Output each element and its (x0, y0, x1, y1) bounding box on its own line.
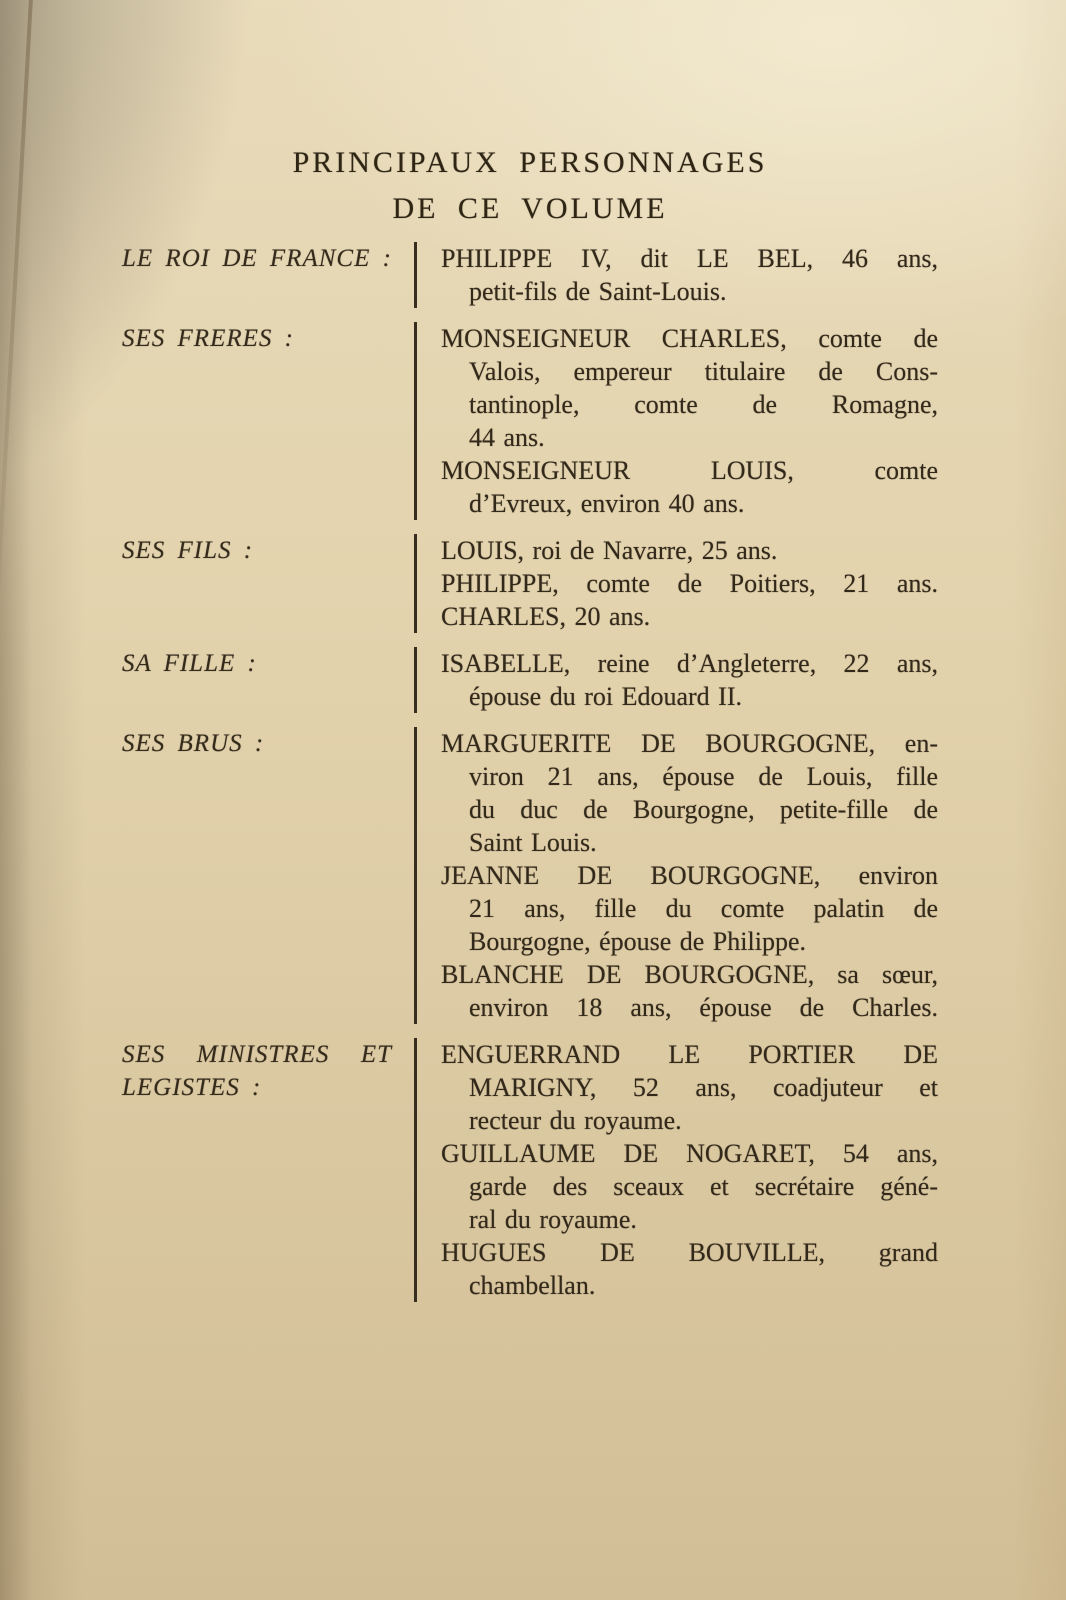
section-entries (414, 322, 938, 520)
entry-line: ISABELLE, reine d’Angleterre, 22 ans, (441, 649, 938, 678)
cast-section-freres (122, 322, 938, 520)
entry-line: 21 ans, fille du comte palatin de (469, 894, 938, 923)
entry-line: MARGUERITE DE BOURGOGNE, en- (441, 729, 938, 758)
section-label (122, 647, 414, 713)
section-label (122, 242, 414, 308)
title-line-2: DE CE VOLUME (392, 192, 668, 225)
section-label (122, 534, 414, 633)
entry-line: petit-fils de Saint-Louis. (469, 277, 727, 306)
cast-section-fille (122, 647, 938, 713)
section-entries (414, 1038, 938, 1302)
entry-line: tantinople, comte de Romagne, (469, 390, 938, 419)
section-label (122, 727, 414, 1024)
section-label (122, 322, 414, 520)
entry-line: LOUIS, roi de Navarre, 25 ans. (441, 536, 778, 565)
entry-line: ENGUERRAND LE PORTIER DE (441, 1040, 938, 1069)
section-label-line: SES FRERES : (122, 325, 294, 352)
entry-line: GUILLAUME DE NOGARET, 54 ans, (441, 1139, 938, 1168)
entry-line: chambellan. (469, 1271, 596, 1300)
entry-line: MARIGNY, 52 ans, coadjuteur et (469, 1073, 938, 1102)
section-label (122, 1038, 414, 1302)
cast-section-brus (122, 727, 938, 1024)
page-crease (0, 0, 34, 739)
entry-line: MONSEIGNEUR CHARLES, comte de (441, 324, 938, 353)
entry-line: BLANCHE DE BOURGOGNE, sa sœur, (441, 960, 938, 989)
entry-line: épouse du roi Edouard II. (469, 682, 742, 711)
entry-line: recteur du royaume. (469, 1106, 682, 1135)
section-label-line: SA FILLE : (122, 650, 257, 677)
entry-line: 44 ans. (469, 423, 545, 452)
entry-line: CHARLES, 20 ans. (441, 602, 651, 631)
section-entries (414, 727, 938, 1024)
entry-line: HUGUES DE BOUVILLE, grand (441, 1238, 938, 1267)
entry-line: Saint Louis. (469, 828, 597, 857)
page-title (122, 140, 938, 232)
character-list (122, 242, 938, 1302)
entry-line: Valois, empereur titulaire de Cons- (469, 357, 938, 386)
entry-line: environ 18 ans, épouse de Charles. (469, 993, 938, 1022)
cast-section-roi (122, 242, 938, 308)
section-label-line: SES BRUS : (122, 730, 265, 757)
cast-section-ministres (122, 1038, 938, 1302)
section-label-line: SES FILS : (122, 537, 254, 564)
entry-line: du duc de Bourgogne, petite-fille de (469, 795, 938, 824)
section-label-line: LEGISTES : (122, 1074, 262, 1101)
entry-line: PHILIPPE, comte de Poitiers, 21 ans. (441, 569, 938, 598)
entry-line: viron 21 ans, épouse de Louis, fille (469, 762, 938, 791)
section-label-line: SES MINISTRES ET (122, 1041, 392, 1068)
entry-line: JEANNE DE BOURGOGNE, environ (441, 861, 938, 890)
entry-line: d’Evreux, environ 40 ans. (469, 489, 745, 518)
cast-section-fils (122, 534, 938, 633)
title-line-1: PRINCIPAUX PERSONNAGES (292, 146, 768, 179)
entry-line: MONSEIGNEUR LOUIS, comte (441, 456, 938, 485)
entry-line: garde des sceaux et secrétaire géné- (469, 1172, 938, 1201)
entry-line: Bourgogne, épouse de Philippe. (469, 927, 806, 956)
entry-line: ral du royaume. (469, 1205, 637, 1234)
entry-line: PHILIPPE IV, dit LE BEL, 46 ans, (441, 244, 938, 273)
section-entries (414, 647, 938, 713)
section-entries (414, 534, 938, 633)
section-entries (414, 242, 938, 308)
section-label-line: LE ROI DE FRANCE : (122, 245, 392, 272)
